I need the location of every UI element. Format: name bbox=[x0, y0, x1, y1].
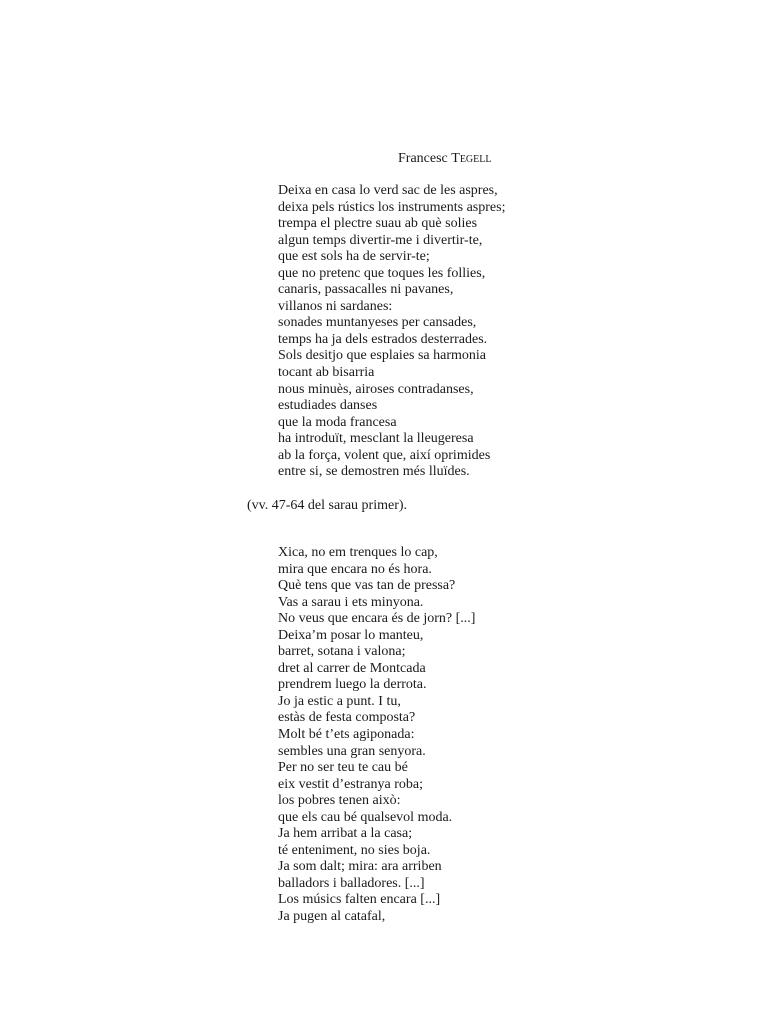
verse-line: Jo ja estic a punt. I tu, bbox=[278, 693, 401, 709]
verse-line: Vas a sarau i ets minyona. bbox=[278, 594, 424, 610]
verse-line: Deixa’m posar lo manteu, bbox=[278, 627, 424, 643]
verse-line: canaris, passacalles ni pavanes, bbox=[278, 282, 454, 298]
verse-line: Deixa en casa lo verd sac de les aspres, bbox=[278, 183, 498, 198]
verse-line: estudiades danses bbox=[278, 398, 378, 414]
citation-note: (vv. 47-64 del sarau primer). bbox=[247, 498, 408, 513]
verse-line: entre si, se demostren més lluïdes. bbox=[278, 464, 470, 480]
verse-line: Sols desitjo que esplaies sa harmonia bbox=[278, 348, 487, 364]
verse-line: Ja som dalt; mira: ara arriben bbox=[278, 859, 442, 875]
verse-line: Ja hem arribat a la casa; bbox=[278, 826, 413, 842]
verse-line: Què tens que vas tan de pressa? bbox=[278, 578, 456, 594]
verse-line: nous minuès, airoses contradanses, bbox=[278, 381, 474, 397]
verse-line: villanos ni sardanes: bbox=[278, 298, 393, 314]
verse-line: ab la força, volent que, així oprimides bbox=[278, 447, 491, 463]
verse-line: Per no ser teu te cau bé bbox=[278, 760, 408, 776]
verse-line: sonades muntanyeses per cansades, bbox=[278, 315, 477, 331]
poem-excerpt-1 bbox=[278, 183, 505, 481]
verse-line: que est sols ha de servir-te; bbox=[278, 249, 430, 265]
verse-line: prendrem luego la derrota. bbox=[278, 677, 427, 693]
verse-line: estàs de festa composta? bbox=[278, 710, 416, 726]
verse-line: deixa pels rústics los instruments aspres; bbox=[278, 199, 506, 215]
verse-line: los pobres tenen això: bbox=[278, 793, 401, 809]
verse-line: Los músics falten encara [...] bbox=[278, 892, 441, 908]
author-first-name: Francesc bbox=[398, 151, 448, 166]
verse-line: dret al carrer de Montcada bbox=[278, 660, 426, 676]
verse-line: trempa el plectre suau ab què solies bbox=[278, 216, 478, 232]
verse-line: mira que encara no és hora. bbox=[278, 561, 432, 577]
verse-line: té enteniment, no sies boja. bbox=[278, 842, 431, 858]
author-surname: Tegell bbox=[451, 151, 492, 166]
verse-line: Ja pugen al catafal, bbox=[278, 909, 386, 925]
verse-line: que no pretenc que toques les follies, bbox=[278, 265, 486, 281]
verse-line: sembles una gran senyora. bbox=[278, 743, 426, 759]
verse-line: algun temps divertir-me i divertir-te, bbox=[278, 232, 483, 248]
author-heading bbox=[398, 150, 491, 167]
verse-line: temps ha ja dels estrados desterrades. bbox=[278, 331, 488, 347]
verse-line: que els cau bé qualsevol moda. bbox=[278, 809, 453, 825]
verse-line: que la moda francesa bbox=[278, 414, 397, 430]
verse-line: Molt bé t’ets agiponada: bbox=[278, 727, 415, 743]
poem-excerpt-2 bbox=[278, 545, 475, 926]
verse-line: balladors i balladores. [...] bbox=[278, 875, 425, 891]
verse-line: No veus que encara és de jorn? [...] bbox=[278, 611, 476, 627]
verse-line: tocant ab bisarria bbox=[278, 365, 375, 381]
verse-line: ha introduït, mesclant la lleugeresa bbox=[278, 431, 474, 447]
verse-line: eix vestit d’estranya roba; bbox=[278, 776, 424, 792]
verse-line: Xica, no em trenques lo cap, bbox=[278, 545, 438, 560]
verse-line: barret, sotana i valona; bbox=[278, 644, 406, 660]
